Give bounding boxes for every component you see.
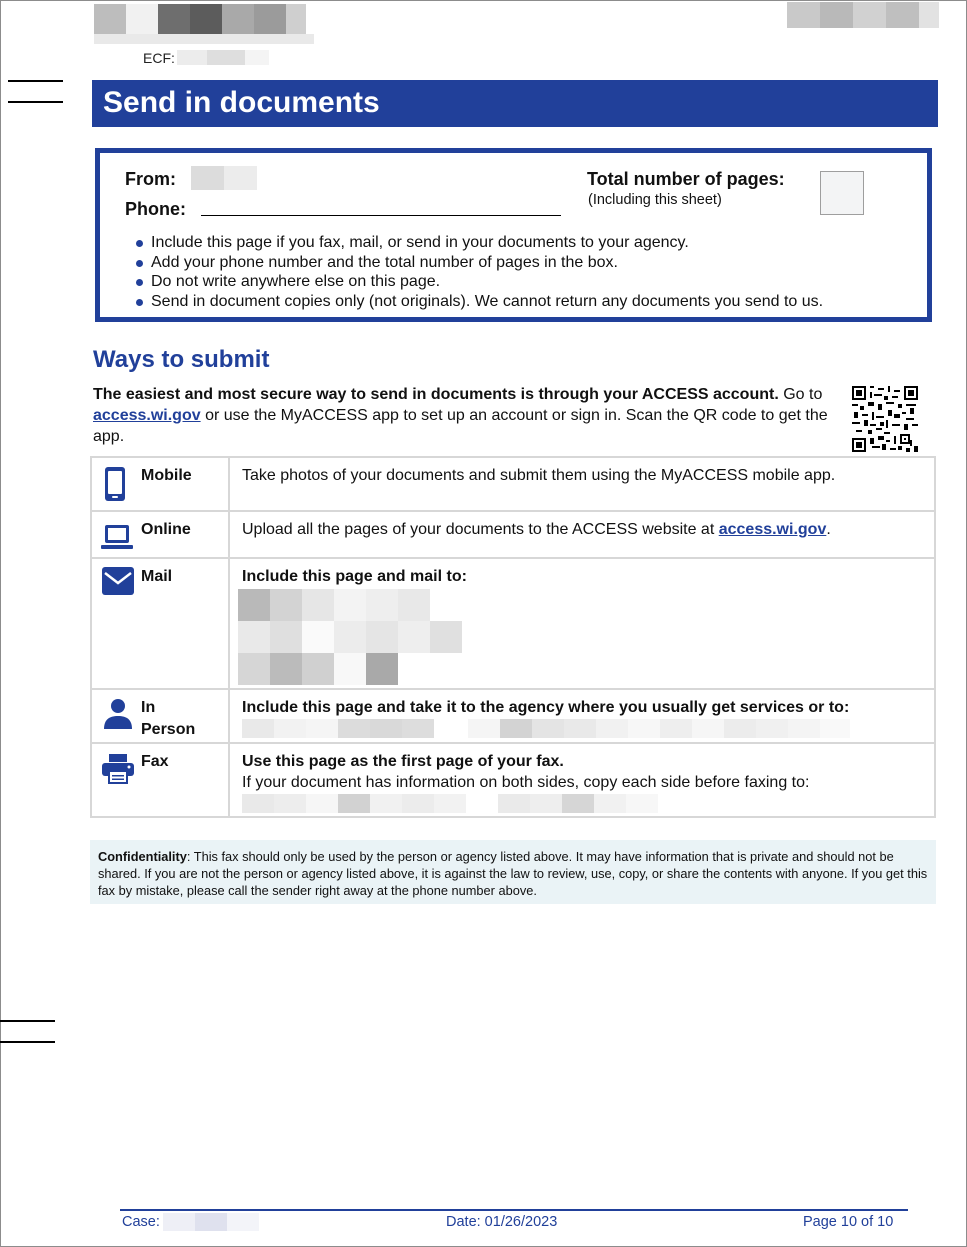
footer-date: Date: 01/26/2023	[446, 1214, 558, 1230]
table-row-in-person	[92, 690, 936, 744]
redacted-mail-address	[238, 589, 468, 685]
person-icon	[102, 698, 134, 730]
intro-go-to: Go to	[778, 386, 823, 403]
confidentiality-notice	[90, 840, 936, 904]
list-item: Send in document copies only (not originals). We cannot return any documents you send to us.	[134, 292, 823, 312]
redacted-from-value	[191, 166, 257, 190]
access-link[interactable]: access.wi.gov	[93, 407, 201, 424]
total-pages-box[interactable]	[820, 171, 864, 215]
laptop-icon	[101, 524, 133, 550]
confidentiality-text: : This fax should only be used by the person or agency listed above. It may have information that is private and should not be shared. If you are not the person or agency listed above, it is against the law to review, use, copy, or share the contents with anyone. If you get this fax by mistake, please call the sender right away at the phone number above.	[98, 849, 928, 898]
margin-mark	[0, 1041, 55, 1043]
fax-instruction: If your document has information on both sides, copy each side before faxing to:	[242, 774, 810, 791]
footer-page-number: Page 10 of 10	[803, 1214, 894, 1230]
qr-code	[852, 386, 918, 452]
total-pages-label: Total number of pages:	[587, 169, 785, 189]
margin-mark	[8, 101, 63, 103]
redacted-ecf-value	[177, 50, 269, 65]
fax-printer-icon	[102, 754, 134, 784]
redacted-fax-number	[242, 794, 658, 813]
intro-bold: The easiest and most secure way to send in documents is through your ACCESS account.	[93, 386, 779, 403]
phone-label: Phone:	[125, 199, 186, 219]
cover-info-box	[95, 148, 932, 322]
intro-paragraph	[93, 384, 833, 447]
page-title: Send in documents	[103, 86, 380, 119]
table-row-fax	[92, 744, 936, 818]
method-label	[141, 697, 195, 741]
method-description: Include this page and mail to:	[242, 568, 467, 585]
redacted-header-right	[787, 2, 939, 28]
instructions-list	[134, 233, 823, 311]
in-person-label-line2: Person	[141, 721, 196, 738]
section-title: Ways to submit	[93, 346, 270, 373]
confidentiality-label: Confidentiality	[98, 849, 187, 864]
margin-mark	[8, 80, 63, 82]
list-item: Do not write anywhere else on this page.	[134, 272, 823, 292]
footer-case-label: Case:	[122, 1214, 160, 1230]
method-label: Fax	[141, 753, 169, 770]
title-banner	[92, 80, 938, 127]
mobile-phone-icon	[104, 466, 126, 502]
method-description: Include this page and take it to the agency where you usually get services or to:	[242, 699, 850, 716]
mail-envelope-icon	[102, 567, 134, 595]
margin-mark	[0, 1020, 55, 1022]
list-item: Include this page if you fax, mail, or send in your documents to your agency.	[134, 233, 823, 253]
redacted-agency-address	[242, 719, 856, 738]
method-label: Online	[141, 521, 191, 538]
method-label: Mobile	[141, 467, 192, 484]
access-link[interactable]: access.wi.gov	[718, 521, 827, 538]
redacted-header-left-bottom	[94, 34, 314, 44]
ecf-label: ECF:	[143, 50, 175, 66]
in-person-label-line1: In	[141, 699, 156, 716]
phone-input-line[interactable]	[201, 215, 561, 216]
list-item: Add your phone number and the total number of pages in the box.	[134, 253, 823, 273]
online-text: Upload all the pages of your documents to the ACCESS website at	[242, 521, 719, 538]
total-pages-note: (Including this sheet)	[588, 192, 722, 208]
redacted-case-number	[163, 1213, 259, 1231]
method-description	[230, 512, 936, 557]
submit-methods-table	[90, 456, 936, 818]
table-row-mobile	[92, 458, 936, 512]
table-row-online	[92, 512, 936, 559]
intro-rest: or use the MyACCESS app to set up an account or sign in. Scan the QR code to get the app.	[93, 407, 828, 445]
method-label: Mail	[141, 568, 173, 585]
method-description: Take photos of your documents and submit them using the MyACCESS mobile app.	[230, 458, 936, 510]
fax-instruction-bold: Use this page as the first page of your fax.	[242, 753, 564, 770]
online-text-end: .	[826, 521, 831, 538]
footer-divider	[120, 1209, 908, 1211]
table-row-mail	[92, 559, 936, 690]
from-label: From:	[125, 169, 176, 189]
